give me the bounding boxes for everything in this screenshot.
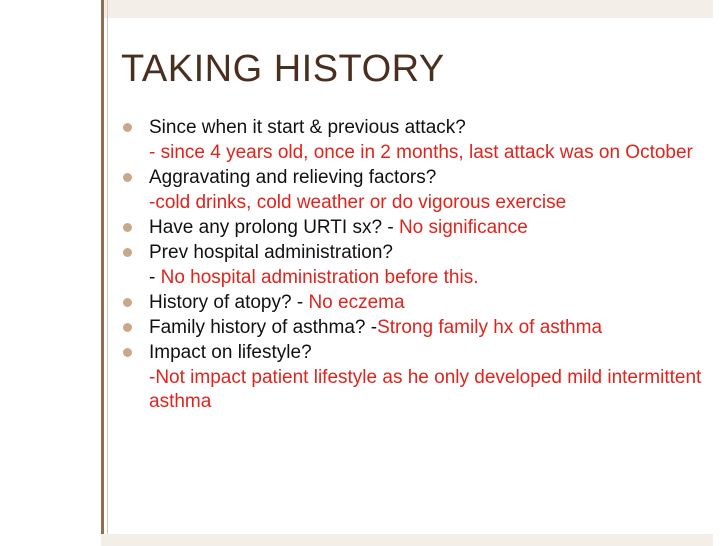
bullet-question: Family history of asthma? - bbox=[149, 317, 378, 338]
bullet-item bbox=[121, 241, 711, 265]
bullet-item bbox=[121, 166, 711, 190]
vertical-accent-line bbox=[101, 0, 104, 546]
bullet-answer: -Not impact patient lifestyle as he only developed mild intermittent asthma bbox=[149, 367, 702, 412]
bullet-list bbox=[121, 116, 711, 415]
bullet-item bbox=[121, 341, 711, 365]
bullet-question: Prev hospital administration? bbox=[149, 242, 393, 263]
slide-title: TAKING HISTORY bbox=[121, 48, 445, 90]
bullet-icon bbox=[123, 348, 132, 357]
top-decor-bar bbox=[101, 0, 713, 18]
bullet-question: Impact on lifestyle? bbox=[149, 342, 312, 363]
bullet-question: Aggravating and relieving factors? bbox=[149, 167, 437, 188]
bullet-question: Since when it start & previous attack? bbox=[149, 117, 466, 138]
bullet-question: Have any prolong URTI sx? - bbox=[149, 217, 399, 238]
bullet-item bbox=[121, 116, 711, 140]
bullet-answer-line bbox=[121, 266, 711, 290]
bullet-icon bbox=[123, 323, 132, 332]
bullet-inline-answer: No eczema bbox=[308, 292, 405, 313]
bullet-item bbox=[121, 216, 711, 240]
bullet-icon bbox=[123, 298, 132, 307]
bullet-answer: -cold drinks, cold weather or do vigorous exercise bbox=[149, 192, 567, 213]
bullet-answer: - since 4 years old, once in 2 months, last attack was on October bbox=[149, 142, 693, 163]
bullet-item bbox=[121, 291, 711, 315]
bullet-item bbox=[121, 316, 711, 340]
bullet-inline-answer: No significance bbox=[398, 217, 528, 238]
vertical-accent-line-thin bbox=[107, 0, 108, 546]
bullet-inline-answer: Strong family hx of asthma bbox=[377, 317, 603, 338]
bullet-icon bbox=[123, 173, 132, 182]
bullet-answer: No hospital administration before this. bbox=[160, 267, 479, 288]
bullet-icon bbox=[123, 123, 132, 132]
bullet-icon bbox=[123, 248, 132, 257]
bullet-icon bbox=[123, 223, 132, 232]
bullet-answer-prefix: - bbox=[149, 267, 161, 288]
bullet-question: History of atopy? - bbox=[149, 292, 309, 313]
bottom-decor-bar bbox=[101, 534, 713, 546]
